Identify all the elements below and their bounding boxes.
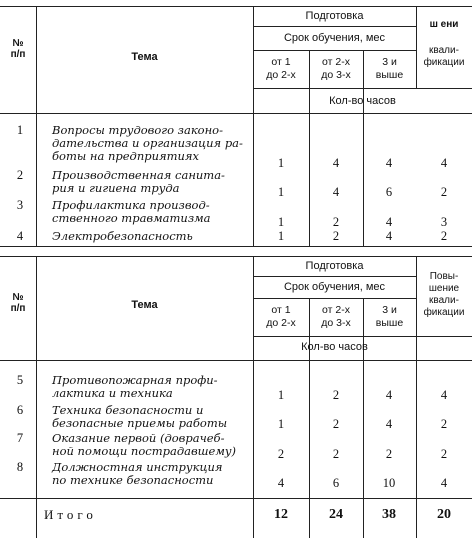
preparation-header: Подготовка: [305, 260, 364, 272]
row-value-col-1: 2: [277, 447, 285, 461]
row-topic: Производственная санита- рия и гигиена труда: [52, 168, 225, 195]
row-value-col-2: 6: [332, 476, 340, 490]
row-value-col-4: 3: [440, 215, 448, 229]
preparation-header: Подготовка: [305, 10, 364, 22]
training-period-header: Срок обучения, мес: [283, 32, 386, 44]
total-col-4: 20: [437, 507, 451, 522]
row-value-col-3: 10: [382, 476, 396, 490]
no-header: № п/п: [10, 292, 26, 314]
total-col-1: 12: [274, 507, 288, 522]
row-value-col-4: 4: [440, 388, 448, 402]
period-col-1: от 1 до 2-х: [266, 304, 296, 329]
row-value-col-2: 2: [332, 229, 340, 243]
training-period-header: Срок обучения, мес: [283, 281, 386, 293]
hours-header: Кол-во часов: [301, 341, 368, 353]
row-topic: Противопожарная профи- лактика и техника: [52, 373, 218, 400]
row-value-col-3: 4: [385, 156, 393, 170]
row-value-col-1: 1: [277, 229, 285, 243]
qualification-header: квали- фикации: [423, 45, 465, 68]
row-value-col-3: 2: [385, 447, 393, 461]
row-value-col-4: 2: [440, 417, 448, 431]
row-topic: Вопросы трудового законо- дательства и организация ра- боты на предприятиях: [52, 123, 243, 163]
period-col-2: от 2-х до 3-х: [321, 56, 351, 81]
no-header: № п/п: [10, 38, 26, 60]
row-value-col-4: 4: [440, 476, 448, 490]
row-value-col-3: 4: [385, 229, 393, 243]
period-col-2: от 2-х до 3-х: [321, 304, 351, 329]
row-value-col-2: 2: [332, 215, 340, 229]
row-value-col-2: 4: [332, 156, 340, 170]
row-topic: Оказание первой (доврачеб- ной помощи пострадавшему): [52, 431, 237, 458]
row-value-col-2: 2: [332, 447, 340, 461]
row-number: 2: [16, 168, 24, 182]
qualification-top: ш ени: [429, 19, 459, 30]
row-number: 6: [16, 403, 24, 417]
row-value-col-4: 4: [440, 156, 448, 170]
row-value-col-4: 2: [440, 447, 448, 461]
row-value-col-1: 1: [277, 156, 285, 170]
total-col-3: 38: [382, 507, 396, 522]
row-value-col-3: 4: [385, 417, 393, 431]
row-number: 7: [16, 431, 24, 445]
period-col-1: от 1 до 2-х: [266, 56, 296, 81]
period-col-3: 3 и выше: [375, 304, 404, 329]
row-number: 8: [16, 460, 24, 474]
row-value-col-4: 2: [440, 229, 448, 243]
row-number: 1: [16, 123, 24, 137]
total-label: Итого: [44, 507, 97, 522]
row-number: 3: [16, 198, 24, 212]
period-col-3: 3 и выше: [375, 56, 404, 81]
row-topic: Профилактика производ- ственного травматизма: [52, 198, 211, 225]
row-value-col-2: 4: [332, 185, 340, 199]
row-value-col-4: 2: [440, 185, 448, 199]
qualification-header: Повы- шение квали- фикации: [423, 271, 465, 318]
row-value-col-1: 1: [277, 417, 285, 431]
row-topic: Должностная инструкция по технике безопасности: [52, 460, 223, 487]
row-topic: Электробезопасность: [52, 229, 193, 243]
row-value-col-1: 1: [277, 388, 285, 402]
row-value-col-3: 4: [385, 388, 393, 402]
row-value-col-2: 2: [332, 417, 340, 431]
row-value-col-1: 1: [277, 185, 285, 199]
row-value-col-1: 4: [277, 476, 285, 490]
row-value-col-2: 2: [332, 388, 340, 402]
row-value-col-1: 1: [277, 215, 285, 229]
row-value-col-3: 4: [385, 215, 393, 229]
row-number: 5: [16, 373, 24, 387]
hours-header: Кол-во часов: [329, 95, 396, 107]
row-value-col-3: 6: [385, 185, 393, 199]
row-topic: Техника безопасности и безопасные приемы работы: [52, 403, 228, 430]
total-col-2: 24: [329, 507, 343, 522]
topic-header: Тема: [131, 51, 158, 63]
row-number: 4: [16, 229, 24, 243]
topic-header: Тема: [131, 299, 158, 311]
